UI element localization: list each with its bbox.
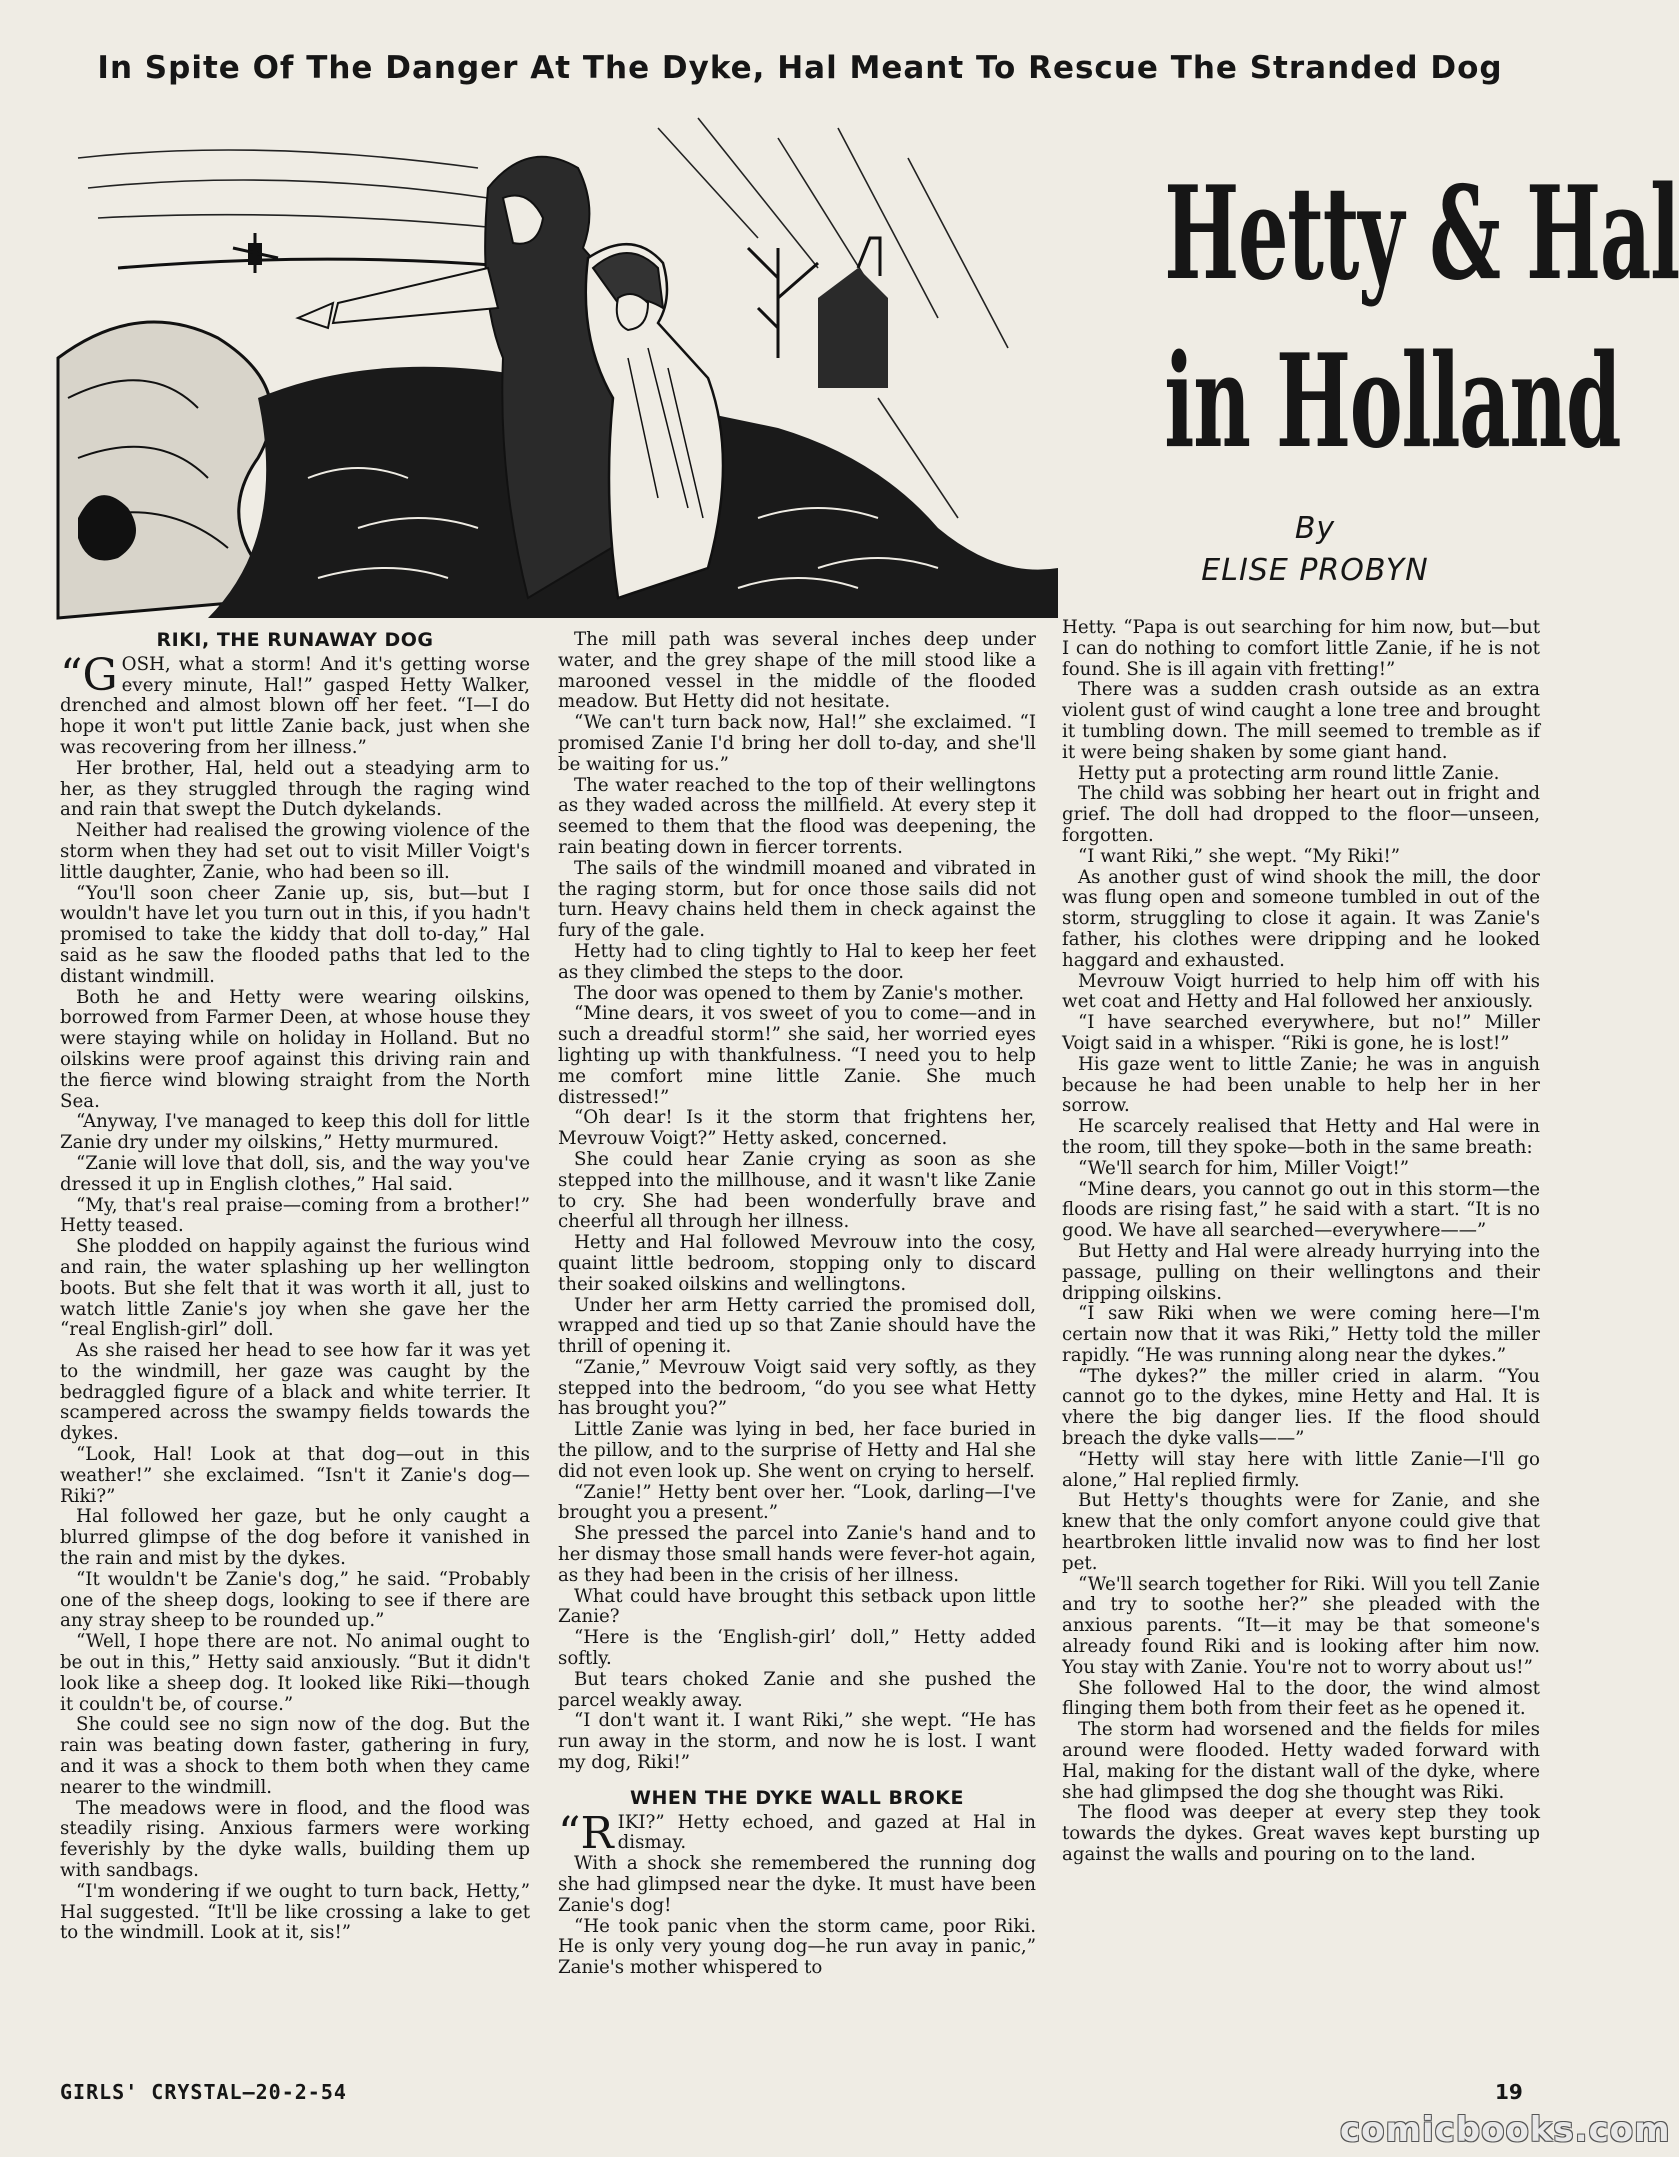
story-title: [1164, 150, 1679, 486]
paragraph: “I saw Riki when we were coming here—I'm certain now that it was Riki,” Hetty told the miller rapidly. “He was running along near the dykes.”: [1062, 1303, 1540, 1366]
watermark: comicbooks.com: [1340, 2110, 1671, 2150]
subheading-dyke-wall: WHEN THE DYKE WALL BROKE: [630, 1786, 964, 1809]
paragraph: “Zanie,” Mevrouw Voigt said very softly, as they stepped into the bedroom, “do you see what Hetty has brought you?”: [558, 1356, 1036, 1420]
issue-footer: GIRLS' CRYSTAL—20-2-54: [60, 2080, 347, 2104]
paragraph: Hetty had to cling tightly to Hal to keep her feet as they climbed the steps to the door.: [558, 940, 1036, 983]
story-illustration: [58, 98, 1058, 618]
paragraph: “Here is the ‘English-girl’ doll,” Hetty added softly.: [558, 1627, 1036, 1670]
paragraph: “Zanie will love that doll, sis, and the way you've dressed it up in English clothes,” Hal said.: [60, 1152, 530, 1195]
paragraph: As another gust of wind shook the mill, the door was flung open and someone tumbled in out of the storm, struggling to close it again. It was Zanie's father, his clothes were dripping and he looked haggard and exhausted.: [1062, 866, 1540, 971]
paragraph: The storm had worsened and the fields for miles around were flooded. Hetty waded forward with Hal, making for the distant wall of the dyke, where she had glimpsed the dog she thought was Riki.: [1062, 1719, 1540, 1803]
paragraph: The child was sobbing her heart out in fright and grief. The doll had dropped to the floor—unseen, forgotten.: [1062, 783, 1540, 846]
paragraph: “I want Riki,” she wept. “My Riki!”: [1078, 845, 1401, 867]
paragraph: The water reached to the top of their wellingtons as they waded across the millfield. At every step it seemed to them that the flood was deepening, the rain beating down in fiercer torrents.: [558, 774, 1036, 858]
section-opening-paragraph: “RIKI?” Hetty echoed, and gazed at Hal in dismay.: [558, 1807, 1036, 1859]
paragraph: “I'm wondering if we ought to turn back, Hetty,” Hal suggested. “It'll be like crossing a lake to get to the windmill. Look at it, sis!”: [60, 1880, 530, 1944]
paragraph: As she raised her head to see how far it was yet to the windmill, her gaze was caught by the bedraggled figure of a black and white terrier. It scampered across the swampy fields towards the dykes.: [60, 1340, 530, 1445]
paragraph: The door was opened to them by Zanie's mother.: [574, 982, 1025, 1004]
paragraph: She could see no sign now of the dog. But the rain was beating down faster, gathering in fury, and it was a shock to them both when they came nearer to the windmill.: [60, 1714, 530, 1798]
page-number: 19: [1495, 2080, 1523, 2104]
paragraph: Neither had realised the growing violence of the storm when they had set out to visit Miller Voigt's little daughter, Zanie, who had been so ill.: [60, 820, 530, 883]
paragraph: Little Zanie was lying in bed, her face buried in the pillow, and to the surprise of Hetty and Hal she did not even look up. She went on crying to herself.: [558, 1419, 1036, 1482]
paragraph: But Hetty's thoughts were for Zanie, and she knew that the only comfort anyone could give that heartbroken little invalid now was to find her lost pet.: [1062, 1490, 1540, 1574]
paragraph: His gaze went to little Zanie; he was in anguish because he had been unable to help her in her sorrow.: [1062, 1053, 1540, 1117]
paragraph: “Mine dears, it vos sweet of you to come—and in such a dreadful storm!” she said, her worried eyes lighting up with thankfulness. “I need you to help me comfort mine little Zanie. She much distressed!”: [558, 1003, 1036, 1108]
paragraph: “He took panic vhen the storm came, poor Riki. He is only very young dog—he run avay in panic,” Zanie's mother whispered to: [558, 1915, 1036, 1979]
paragraph: But Hetty and Hal were already hurrying into the passage, pulling on their wellingtons and their dripping oilskins.: [1062, 1240, 1540, 1304]
paragraph: “You'll soon cheer Zanie up, sis, but—but I wouldn't have let you turn out in this, if you hadn't promised to take the kiddy that doll to-day,” Hal said as he saw the flooded paths that led to the distant windmill.: [60, 882, 530, 987]
paragraph: “We can't turn back now, Hal!” she exclaimed. “I promised Zanie I'd bring her doll to-day, and she'll be waiting for us.”: [558, 712, 1036, 775]
paragraph: Under her arm Hetty carried the promised doll, wrapped and tied up so that Zanie should have the thrill of opening it.: [558, 1294, 1036, 1358]
drop-cap: “R: [558, 1807, 614, 1859]
paragraph: But tears choked Zanie and she pushed the parcel weakly away.: [558, 1668, 1036, 1711]
paragraph: What could have brought this setback upon little Zanie?: [558, 1585, 1036, 1628]
byline-author: ELISE PROBYN: [1201, 553, 1429, 588]
paragraph: The sails of the windmill moaned and vibrated in the raging storm, but for once those sails did not turn. Heavy chains held them in check against the fury of the gale.: [558, 857, 1036, 942]
paragraph: “Look, Hal! Look at that dog—out in this weather!” she exclaimed. “Isn't it Zanie's dog—Riki?”: [60, 1444, 530, 1507]
paragraph: He scarcely realised that Hetty and Hal were in the room, till they spoke—both in the same breath:: [1062, 1116, 1540, 1158]
column-1: [60, 630, 530, 2060]
paragraph: Hetty and Hal followed Mevrouw into the cosy, quaint little bedroom, stopping only to discard their soaked oilskins and wellingtons.: [558, 1232, 1036, 1295]
paragraph: Hetty put a protecting arm round little Zanie.: [1078, 762, 1500, 784]
paragraph: “Oh dear! Is it the storm that frightens her, Mevrouw Voigt?” Hetty asked, concerned.: [558, 1107, 1036, 1150]
continued-paragraph: Hetty. “Papa is out searching for him now, but—but I can do nothing to comfort little Zanie, if he is not found. She is ill again vith fretting!”: [1062, 617, 1540, 680]
paragraph: Hal followed her gaze, but he only caught a blurred glimpse of the dog before it vanished in the rain and mist by the dykes.: [60, 1506, 530, 1570]
title-line-1: Hetty & Hal: [1164, 159, 1679, 309]
column-2: [558, 630, 1036, 2060]
title-line-2: in Holland: [1164, 327, 1621, 477]
paragraph: The mill path was several inches deep under water, and the grey shape of the mill stood like a marooned vessel in the middle of the flooded meadow. But Hetty did not hesitate.: [558, 629, 1036, 713]
paragraph: “I don't want it. I want Riki,” she wept. “He has run away in the storm, and now he is lost. I want my dog, Riki!”: [558, 1710, 1036, 1774]
paragraph: Both he and Hetty were wearing oilskins, borrowed from Farmer Deen, at whose house they were staying while on holiday in Holland. But no oilskins were proof against this driving rain and the fierce wind blowing straight from the North Sea.: [60, 986, 530, 1112]
paragraph: There was a sudden crash outside as an extra violent gust of wind caught a lone tree and brought it tumbling down. The mill seemed to tremble as if it were being shaken by some giant hand.: [1062, 679, 1540, 763]
paragraph: “Well, I hope there are not. No animal ought to be out in this,” Hetty said anxiously. “But it didn't look like a sheep dog. It looked like Riki—though it couldn't be, of course.”: [60, 1631, 530, 1715]
paragraph: With a shock she remembered the running dog she had glimpsed near the dyke. It must have been Zanie's dog!: [558, 1853, 1036, 1916]
drop-cap: “G: [60, 649, 118, 701]
paragraph: She plodded on happily against the furious wind and rain, the water splashing up her wellington boots. But she felt that it was worth it all, just to watch little Zanie's joy when she gave her the “real English-girl” doll.: [60, 1236, 530, 1341]
paragraph: “I have searched everywhere, but no!” Miller Voigt said in a whisper. “Riki is gone, he is lost!”: [1062, 1012, 1540, 1054]
paragraph: “We'll search for him, Miller Voigt!”: [1078, 1157, 1410, 1179]
paragraph: She pressed the parcel into Zanie's hand and to her dismay those small hands were fever-hot again, as they had been in the crisis of her illness.: [558, 1523, 1036, 1586]
paragraph: “We'll search together for Riki. Will you tell Zanie and try to soothe her?” she pleaded with the anxious parents. “It—it may be that someone's already found Riki and is looking after him now. You stay with Zanie. You're not to worry about us!”: [1062, 1573, 1540, 1678]
paragraph: “Anyway, I've managed to keep this doll for little Zanie dry under my oilskins,” Hetty murmured.: [60, 1111, 530, 1154]
byline-by: By: [1294, 511, 1336, 546]
paragraph: “My, that's real praise—coming from a brother!” Hetty teased.: [60, 1194, 530, 1237]
byline: [1150, 508, 1480, 592]
column-3: [1062, 618, 1540, 2058]
paragraph: The meadows were in flood, and the flood was steadily rising. Anxious farmers were working feverishly by the dyke walls, building them up with sandbags.: [60, 1797, 530, 1882]
opening-paragraph: “GOSH, what a storm! And it's getting worse every minute, Hal!” gasped Hetty Walker, drenched and almost blown off her feet. “I—I do hope it won't put little Zanie back, just when she was recovering from her illness.”: [60, 649, 530, 758]
paragraph: “Mine dears, you cannot go out in this storm—the floods are rising fast,” he said with a start. “It is no good. We have all searched—everywhere——”: [1062, 1178, 1540, 1242]
story-headline: In Spite Of The Danger At The Dyke, Hal Meant To Rescue The Stranded Dog: [97, 50, 1503, 86]
paragraph: Mevrouw Voigt hurried to help him off with his wet coat and Hetty and Hal followed her anxiously.: [1062, 970, 1540, 1013]
paragraph: “Zanie!” Hetty bent over her. “Look, darling—I've brought you a present.”: [558, 1481, 1036, 1524]
paragraph: She could hear Zanie crying as soon as she stepped into the millhouse, and it wasn't like Zanie to cry. She had been wonderfully brave and cheerful all through her illness.: [558, 1148, 1036, 1233]
paragraph: The flood was deeper at every step they took towards the dykes. Great waves kept bursting up against the walls and pouring on to the land.: [1062, 1802, 1540, 1866]
paragraph: “Hetty will stay here with little Zanie—I'll go alone,” Hal replied firmly.: [1062, 1448, 1540, 1491]
paragraph: Her brother, Hal, held out a steadying arm to her, as they struggled through the raging wind and rain that swept the Dutch dykelands.: [60, 757, 530, 821]
paragraph: She followed Hal to the door, the wind almost flinging them both from their feet as he opened it.: [1062, 1677, 1540, 1720]
paragraph: “It wouldn't be Zanie's dog,” he said. “Probably one of the sheep dogs, looking to see if there are any stray sheep to be rounded up.”: [60, 1568, 530, 1632]
paragraph: “The dykes?” the miller cried in alarm. “You cannot go to the dykes, mine Hetty and Hal. It is vhere the big danger lies. If the flood should breach the dyke valls——”: [1062, 1365, 1540, 1450]
subheading-runaway-dog: RIKI, THE RUNAWAY DOG: [156, 629, 434, 651]
